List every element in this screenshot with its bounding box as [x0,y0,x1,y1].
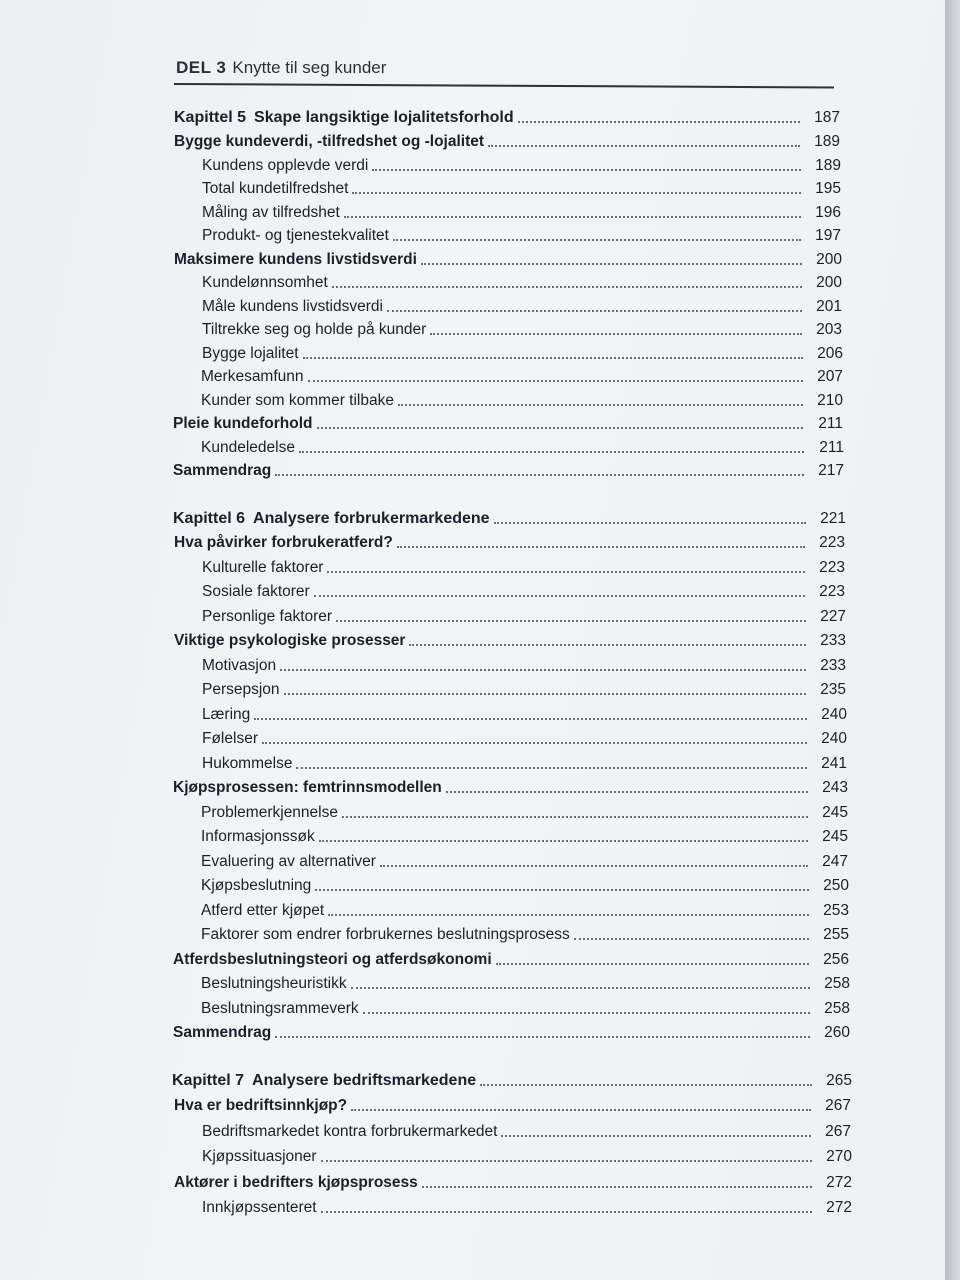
subsection-title: Hukommelse [202,754,293,772]
dot-leader [363,1010,810,1014]
page-number: 223 [819,558,845,576]
page-number: 241 [821,754,847,772]
subsection-title: Følelser [202,730,258,747]
section-title: Sammendrag [173,462,272,479]
page-number: 240 [821,705,847,723]
dot-leader [296,765,807,769]
dot-leader [317,425,803,429]
subsection-entry [202,320,842,340]
subsection-entry [201,901,849,921]
page-number: 211 [818,415,843,432]
subsection-title: Sosiale faktorer [202,583,310,600]
page-number: 197 [815,227,841,244]
section-title: Sammendrag [173,1024,272,1041]
subsection-title: Problemerkjennelse [201,803,338,821]
page-number: 201 [816,297,842,315]
chapter-entry [174,108,840,128]
page-number: 223 [819,583,845,600]
subsection-title: Bedriftsmarkedet kontra forbrukermarkedet [202,1122,498,1140]
section-title: Atferdsbeslutningsteori og atferdsøkonomi [173,950,492,968]
page-number: 211 [819,438,844,456]
subsection-entry [202,273,842,293]
page-number: 200 [816,274,842,291]
subsection-title: Atferd etter kjøpet [201,901,325,919]
page-number: 240 [821,730,847,747]
dot-leader [280,667,806,671]
page-number: 253 [823,901,849,919]
subsection-entry [201,876,849,896]
dot-leader [398,402,803,406]
page-number: 250 [823,877,849,894]
page-number: 227 [820,607,846,625]
section-title: Kjøpsprosessen: femtrinnsmodellen [173,779,442,796]
dot-leader [387,308,802,312]
subsection-entry [201,852,848,872]
subsection-title: Beslutningsrammeverk [201,999,359,1017]
dot-leader [496,961,809,965]
page-number: 245 [822,803,848,821]
chapter-title-text: Analysere bedriftsmarkedene [252,1072,477,1089]
dot-leader [422,1184,812,1188]
page-number: 187 [814,109,840,126]
dot-leader [430,331,802,335]
subsection-entry [202,297,842,317]
page-number: 272 [826,1173,852,1191]
subsection-title: Innkjøpssenteret [202,1199,317,1216]
subsection-title: Læring [202,705,251,723]
dot-leader [308,378,803,382]
section-title: Hva påvirker forbrukeratferd? [174,534,393,551]
chapter-entry [173,509,846,529]
dot-leader [380,863,808,867]
subsection-entry [201,974,850,994]
subsection-title: Tiltrekke seg og holde på kunder [202,321,427,338]
section-title: Bygge kundeverdi, -tilfredshet og -lojalitet [174,133,485,150]
chapter-number: Kapittel 7 [172,1072,245,1089]
section-entry [174,533,845,553]
subsection-title: Merkesamfunn [201,368,304,385]
subsection-title: Måling av tilfredshet [202,203,340,221]
dot-leader [488,143,800,147]
subsection-entry [201,438,844,458]
section-entry [174,1173,852,1193]
subsection-title: Faktorer som endrer forbrukernes beslutningsprosess [201,926,570,943]
page-number: 200 [816,250,842,268]
page-number: 189 [815,156,841,174]
dot-leader [332,284,802,288]
page-number: 189 [814,133,840,150]
section-entry [174,1096,851,1116]
subsection-entry [202,1147,852,1167]
subsection-title: Kundeledelse [201,438,295,456]
page-number: 207 [817,368,843,385]
subsection-entry [202,226,841,246]
page-number: 221 [820,510,846,527]
dot-leader [275,472,804,476]
subsection-title: Produkt- og tjenestekvalitet [202,227,389,244]
dot-leader [480,1082,812,1086]
subsection-title: Beslutningsheuristikk [201,975,347,992]
dot-leader [315,887,809,891]
chapter-title [172,1071,476,1091]
page-number: 245 [822,828,848,845]
page-number: 203 [816,321,842,338]
dot-leader [328,912,809,916]
subsection-title: Kjøpsbeslutning [201,877,312,894]
dot-leader [574,936,809,940]
subsection-entry [202,203,841,223]
dot-leader [352,190,801,194]
subsection-entry [201,827,848,847]
page-number: 235 [820,681,846,698]
subsection-entry [202,680,846,700]
chapter-number: Kapittel 5 [174,109,247,126]
chapter-title-text: Skape langsiktige lojalitetsforhold [254,109,514,126]
page-number: 255 [823,926,849,943]
subsection-entry [202,729,847,749]
dot-leader [421,261,802,265]
page-number: 267 [825,1097,851,1114]
section-title: Maksimere kundens livstidsverdi [174,250,417,268]
chapter-entry [172,1071,852,1091]
dot-leader [299,449,804,453]
dot-leader [518,119,800,123]
subsection-entry [202,1122,851,1142]
dot-leader [446,789,808,793]
subsection-entry [202,607,846,627]
subsection-title: Motivasjon [202,656,277,674]
dot-leader [321,1158,812,1162]
section-entry [174,132,840,152]
page-number: 195 [815,180,841,197]
dot-leader [372,167,801,171]
subsection-entry [202,754,847,774]
section-entry [173,414,843,434]
dot-leader [262,740,807,744]
dot-leader [254,716,807,720]
subsection-entry [202,344,843,364]
page-number: 247 [822,852,848,870]
dot-leader [397,544,805,548]
page-number: 217 [818,462,844,479]
page-number: 260 [824,1024,850,1041]
subsection-title: Bygge lojalitet [202,344,299,362]
subsection-title: Kunder som kommer tilbake [201,391,394,409]
section-title: Hva er bedriftsinnkjøp? [174,1097,348,1114]
subsection-title: Kulturelle faktorer [202,558,324,576]
section-title: Pleie kundeforhold [173,415,313,432]
part-title: Knytte til seg kunder [232,58,387,77]
page-number: 267 [825,1122,851,1140]
subsection-entry [201,367,843,387]
dot-leader [351,1107,811,1111]
dot-leader [284,691,806,695]
dot-leader [409,642,806,646]
subsection-entry [201,803,848,823]
chapter-title-text: Analysere forbrukermarkedene [253,510,490,527]
subsection-entry [201,999,850,1019]
subsection-title: Informasjonssøk [201,828,315,845]
page-number: 210 [817,391,843,409]
page-number: 233 [820,656,846,674]
subsection-entry [202,179,841,199]
dot-leader [314,593,805,597]
subsection-title: Evaluering av alternativer [201,852,376,870]
page-number: 265 [826,1072,852,1089]
dot-leader [321,1209,812,1213]
subsection-entry [202,558,845,578]
part-number: DEL 3 [176,58,227,77]
section-title: Aktører i bedrifters kjøpsprosess [174,1173,418,1191]
page-number: 270 [826,1148,852,1165]
subsection-title: Kundens opplevde verdi [202,156,369,174]
page-number: 233 [820,632,846,649]
subsection-entry [202,705,847,725]
dot-leader [327,569,805,573]
subsection-title: Kundelønnsomhet [202,274,328,291]
page-number: 272 [826,1199,852,1216]
chapter-number: Kapittel 6 [173,510,246,527]
section-title: Viktige psykologiske prosesser [174,632,406,649]
subsection-entry [201,391,843,411]
subsection-title: Personlige faktorer [202,607,333,625]
subsection-entry [202,156,841,176]
page-number: 258 [824,975,850,992]
subsection-entry [202,582,845,602]
chapter-title [173,509,490,529]
dot-leader [303,355,803,359]
section-entry [173,778,848,798]
page-number: 243 [822,779,848,796]
page-number: 206 [817,344,843,362]
dot-leader [275,1034,810,1038]
dot-leader [494,520,806,524]
dot-leader [319,838,808,842]
chapter-title [174,108,514,128]
page-number: 258 [824,999,850,1017]
subsection-title: Persepsjon [202,681,280,698]
section-entry [173,1023,850,1043]
dot-leader [501,1133,811,1137]
dot-leader [342,814,808,818]
dot-leader [351,985,810,989]
subsection-title: Total kundetilfredshet [202,180,349,197]
section-entry [173,950,849,970]
section-entry [174,250,842,270]
page-number: 223 [819,534,845,551]
subsection-title: Kjøpssituasjoner [202,1148,317,1165]
subsection-entry [202,656,846,676]
dot-leader [344,214,801,218]
section-entry [173,461,844,481]
dot-leader [336,618,806,622]
page-number: 256 [823,950,849,968]
section-entry [174,631,846,651]
subsection-entry [202,1198,852,1218]
subsection-title: Måle kundens livstidsverdi [202,297,383,315]
subsection-entry [201,925,849,945]
dot-leader [393,237,801,241]
page-number: 196 [815,203,841,221]
